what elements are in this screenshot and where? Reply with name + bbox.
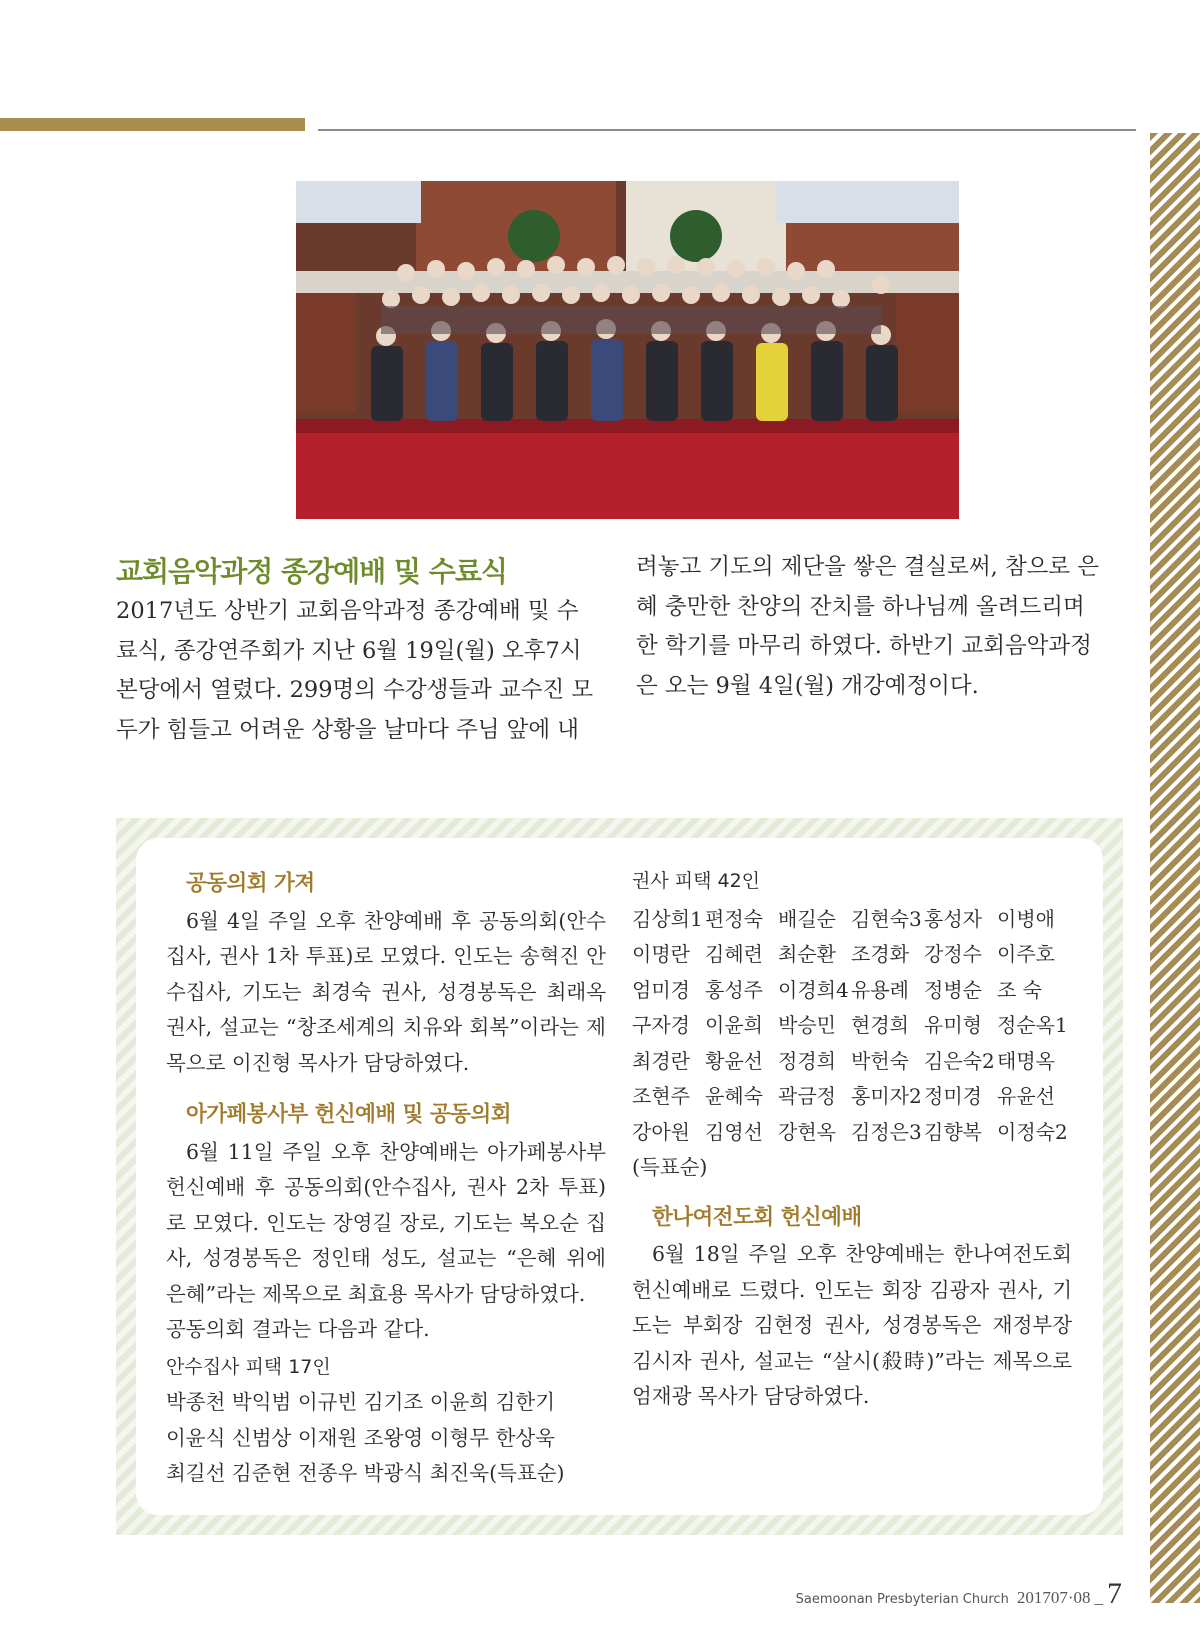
deacons-line: 박종천 박익범 이규빈 김기조 이윤희 김한기 [166, 1390, 556, 1414]
header-rule [318, 129, 1136, 131]
section-title-agape: 아가페봉사부 헌신예배 및 공동의회 [186, 1102, 511, 1127]
elder-name: 김영선 [705, 1119, 763, 1144]
article-line: 려놓고 기도의 제단을 쌓은 결실로써, 참으로 은 [636, 554, 1100, 580]
section-text-assembly: 6월 4일 주일 오후 찬양예배 후 공동의회(안수집사, 권사 1차 투표)로 모였다. 인도는 송혁진 안수집사, 기도는 최경숙 권사, 성경봉독은 최래옥 권사, 설교는 “창조세계의 치유와 회복”이라는 제목으로 이진형 목사가 담당하였다. [166, 908, 606, 1075]
elder-name: 윤혜숙 [705, 1084, 763, 1108]
side-decorative-stripe [1150, 133, 1200, 1603]
elder-name: 김상희1 [632, 906, 703, 931]
elders-names [632, 902, 1072, 1151]
elder-name: 이명란 [632, 942, 690, 966]
elder-name: 조 숙 [997, 977, 1042, 1002]
elder-name: 김혜련 [705, 942, 763, 966]
elder-name: 이윤희 [705, 1013, 763, 1037]
elder-name: 홍미자2 [851, 1084, 922, 1108]
elder-name: 유미형 [924, 1013, 982, 1037]
elder-name: 조현주 [632, 1084, 690, 1108]
footer-separator: _ [1094, 1588, 1103, 1607]
elders-note: (득표순) [632, 1155, 708, 1179]
article-line: 한 학기를 마무리 하였다. 하반기 교회음악과정 [636, 633, 1092, 659]
elder-name: 현경희 [851, 1013, 909, 1037]
article-line: 혜 충만한 찬양의 잔치를 하나님께 올려드리며 [636, 593, 1085, 620]
page-footer [796, 1577, 1122, 1611]
deacons-line: 최길선 김준현 전종우 박광식 최진욱(득표순) [166, 1461, 565, 1485]
article-line: 두가 힘들고 어려운 상황을 날마다 주님 앞에 내 [116, 716, 580, 743]
elder-name: 정경희 [778, 1048, 836, 1073]
elder-name: 배길순 [778, 906, 836, 931]
result-intro: 공동의회 결과는 다음과 같다. [166, 1317, 430, 1341]
elder-name: 정미경 [924, 1084, 982, 1108]
elder-name: 정병순 [924, 977, 982, 1002]
elder-name: 이주호 [997, 942, 1055, 966]
page-number: 7 [1107, 1577, 1122, 1610]
elder-name: 유윤선 [997, 1084, 1055, 1108]
news-column-left [166, 858, 606, 1492]
deacons-line: 이윤식 신범상 이재원 조왕영 이형무 한상욱 [166, 1425, 556, 1450]
elder-name: 강현옥 [778, 1119, 836, 1144]
article-title: 교회음악과정 종강예배 및 수료식 [116, 555, 507, 588]
elder-name: 박승민 [778, 1013, 836, 1037]
elder-name: 황윤선 [705, 1048, 763, 1073]
elder-name: 최순환 [778, 942, 836, 966]
section-text-agape: 6월 11일 주일 오후 찬양예배는 아가페봉사부 헌신예배 후 공동의회(안수집사, 권사 2차 투표)로 모였다. 인도는 장영길 장로, 기도는 복오순 집사, 성경봉독은 정인태 성도, 설교는 “은혜 위에 은혜”라는 제목으로 최효용 목사가 담당하였다. [166, 1139, 606, 1306]
article-line: 본당에서 열렸다. 299명의 수강생들과 교수진 모 [116, 677, 594, 703]
header-accent-bar [0, 118, 305, 131]
section-text-hannah: 6월 18일 주일 오후 찬양예배는 한나여전도회 헌신예배로 드렸다. 인도는 회장 김광자 권사, 기도는 부회장 김현정 권사, 성경봉독은 재정부장 김시자 권사, 설교는 “살시(殺時)”라는 제목으로 엄재광 목사가 담당하였다. [632, 1242, 1072, 1408]
elder-name: 김은숙2 [924, 1048, 995, 1073]
elder-name: 강아원 [632, 1119, 690, 1144]
news-column-right [632, 858, 1072, 1415]
deacons-label: 안수집사 피택 17인 [166, 1355, 331, 1378]
elder-name: 홍성주 [705, 977, 763, 1002]
elder-name: 조경화 [851, 942, 909, 966]
article-column-right [636, 548, 1124, 706]
elder-name: 구자경 [632, 1013, 690, 1037]
article-line: 은 오는 9월 4일(월) 개강예정이다. [636, 672, 979, 699]
elders-label: 권사 피택 42인 [632, 870, 761, 892]
footer-church: Saemoonan Presbyterian Church [795, 1592, 1009, 1607]
section-title-assembly: 공동의회 가져 [186, 871, 315, 896]
elder-name: 김정은3 [851, 1119, 922, 1144]
elder-name: 이정숙2 [997, 1119, 1068, 1144]
elder-name: 이병애 [997, 906, 1055, 931]
group-photo [296, 181, 959, 519]
elder-name: 이경희4 [778, 977, 849, 1002]
article-line: 2017년도 상반기 교회음악과정 종강예배 및 수 [116, 598, 579, 624]
section-title-hannah: 한나여전도회 헌신예배 [652, 1204, 862, 1230]
elder-name: 김현숙3 [851, 906, 922, 931]
elder-name: 정순옥1 [997, 1013, 1068, 1037]
elder-name: 곽금정 [778, 1084, 836, 1108]
elder-name: 유용례 [851, 977, 909, 1002]
elder-name: 강정수 [924, 942, 982, 966]
elder-name: 박헌숙 [851, 1048, 909, 1073]
elder-name: 엄미경 [632, 977, 690, 1002]
elder-name: 편정숙 [705, 906, 763, 931]
footer-issue: 201707·08 [1016, 1588, 1091, 1607]
elder-name: 최경란 [632, 1048, 690, 1073]
elder-name: 김향복 [924, 1119, 982, 1144]
elder-name: 태명옥 [997, 1048, 1055, 1073]
article-column-left [116, 592, 603, 750]
article-line: 료식, 종강연주회가 지난 6월 19일(월) 오후7시 [116, 637, 582, 664]
elder-name: 홍성자 [924, 906, 982, 931]
